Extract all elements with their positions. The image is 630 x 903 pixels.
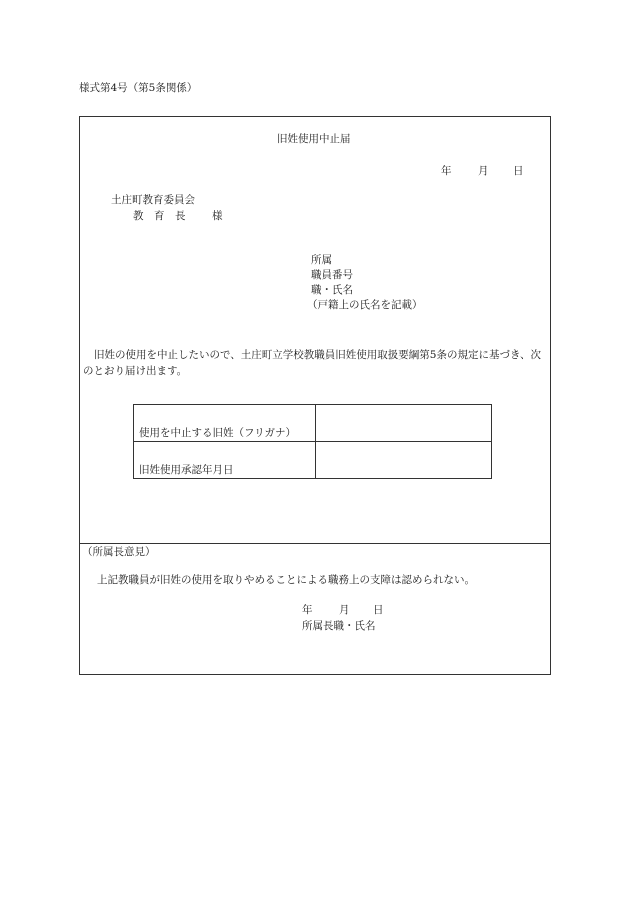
- applicant-affiliation: 所属: [311, 254, 332, 266]
- applicant-note: （戸籍上の氏名を記載）: [307, 299, 423, 311]
- principal-statement: 上記教職員が旧姓の使用を取りやめることによる職務上の支障は認められない。: [97, 574, 475, 586]
- date-day: 日: [513, 165, 524, 177]
- table-row: [134, 405, 492, 442]
- recipient-position: 教 育 長: [133, 210, 186, 222]
- principal-signature-label: 所属長職・氏名: [302, 620, 376, 632]
- form-number: 様式第4号（第5条関係）: [79, 82, 198, 94]
- body-text: 旧姓の使用を中止したいので、土庄町立学校教職員旧姓使用取扱要綱第5条の規定に基づき、次のとおり届け出ます。: [83, 349, 542, 377]
- date-month: 月: [478, 165, 489, 177]
- principal-date-month: 月: [339, 604, 350, 616]
- table-row: [134, 442, 492, 479]
- applicant-staff-number: 職員番号: [311, 269, 353, 281]
- applicant-job-name: 職・氏名: [311, 284, 353, 296]
- principal-date-year: 年: [302, 604, 313, 616]
- table-label: 使用を中止する旧姓（フリガナ）: [134, 405, 316, 442]
- form-title: 旧姓使用中止届: [277, 133, 351, 145]
- principal-heading: （所属長意見）: [82, 546, 156, 558]
- table-label: 旧姓使用承認年月日: [134, 442, 316, 479]
- table-value-input[interactable]: [316, 442, 492, 479]
- section-divider: [79, 543, 551, 544]
- info-table: [133, 404, 492, 479]
- date-year: 年: [441, 165, 452, 177]
- recipient-honorific: 様: [212, 210, 223, 222]
- principal-date-day: 日: [373, 604, 384, 616]
- recipient-org: 土庄町教育委員会: [111, 194, 195, 206]
- table-value-input[interactable]: [316, 405, 492, 442]
- body-paragraph: [83, 347, 549, 379]
